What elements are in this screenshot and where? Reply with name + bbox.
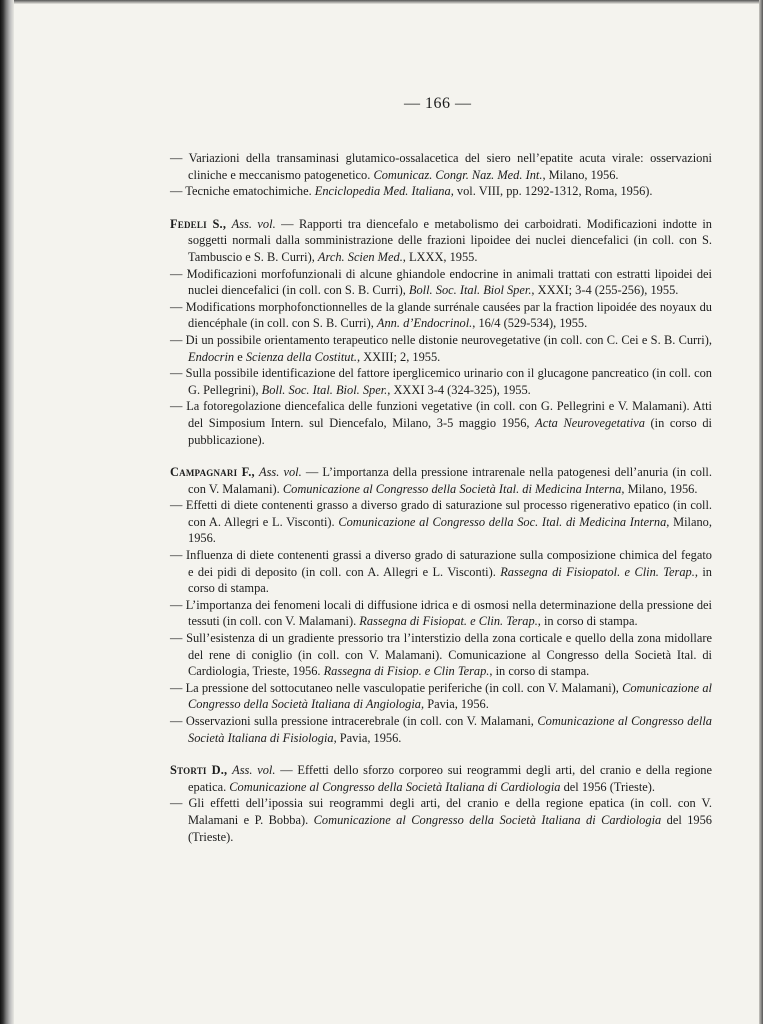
entry-role: Ass. vol.: [231, 216, 276, 231]
entry-text: , XXXI 3-4 (324-325), 1955.: [387, 382, 531, 397]
entry-publication: Comunicazione al Congresso della Società Italiana di Cardiologia: [229, 779, 561, 794]
entry-publication: Comunicazione al Congresso della Soc. Ital. di Medicina Interna,: [338, 514, 670, 529]
bibliography-entry: [170, 183, 712, 200]
entry-dash: —: [170, 399, 187, 414]
entry-role: Ass. vol.: [259, 465, 302, 480]
bibliography-section: [170, 150, 712, 200]
entry-text: Tecniche ematochimiche.: [185, 184, 315, 199]
scan-edge-right: [759, 0, 763, 1024]
entry-role: Ass. vol.: [232, 763, 276, 778]
entry-publication: Enciclopedia Med. Italiana,: [314, 184, 454, 199]
entry-text: Sull’esistenza di un gradiente pressorio tra l’interstizio della zona corticale e quello della zona midollare del rene di coniglio (in coll. con V. Malamani). Comunicazione al Congresso della Società Ital. di Cardiologia, Trieste, 1956.: [186, 631, 712, 679]
entry-text: , XXIII; 2, 1955.: [357, 349, 441, 364]
entry-dash: —: [170, 498, 186, 513]
bibliography-entry: [170, 713, 712, 746]
entry-text: Pavia, 1956.: [424, 697, 489, 712]
entry-dash: —: [170, 597, 186, 612]
entry-text: (in corso di pubblicazione).: [188, 415, 712, 447]
entry-text: La pressione del sottocutaneo nelle vasculopatie periferiche (in coll. con V. Malamani),: [185, 680, 623, 695]
page-number: — 166 —: [404, 95, 472, 112]
entry-author: Storti D.,: [170, 763, 228, 778]
entry-text: Influenza di diete contenenti grassi a diverso grado di saturazione sulla composizione chimica del fegato e dei pidi di deposito (in coll. con A. Allegri e L. Visconti).: [186, 548, 712, 579]
entry-author: Campagnari F.,: [170, 465, 255, 480]
entry-dash: —: [170, 714, 186, 728]
entry-dash: —: [170, 266, 187, 281]
entry-text: Osservazioni sulla pressione intracerebrale (in coll. con V. Malamani,: [185, 714, 538, 728]
entry-author: Fedeli S.,: [170, 216, 227, 231]
entry-text: , LXXX, 1955.: [402, 249, 478, 264]
entry-text: Rapporti tra diencefalo e metabolismo dei carboidrati. Modificazioni indotte in soggetti normali dalla somministrazione delle frazioni lipoidee dei nuclei diencefalici (in coll. con S. Tambuscio e S. B. Curri),: [188, 216, 713, 264]
entry-text: Gli effetti dell’ipossia sui reogrammi degli arti, del cranio e della regione epatica (in coll. con V. Malamani e P. Bobba).: [188, 796, 712, 827]
bibliography-entry: [170, 630, 712, 680]
entry-publication: Rassegna di Fisiop. e Clin Terap.: [323, 664, 490, 679]
entry-text: , XXXI; 3-4 (255-256), 1955.: [531, 283, 679, 298]
entry-publication: Boll. Soc. Ital. Biol. Sper.: [261, 382, 388, 397]
bibliography-entry: [170, 266, 712, 299]
entry-publication: Comunicazione al Congresso della Società Italiana di Cardiologia: [313, 812, 662, 827]
scan-edge-left: [0, 0, 14, 1024]
bibliography-entry: [170, 795, 712, 845]
entry-text: , 16/4 (529-534), 1955.: [472, 316, 588, 331]
bibliography-entry: [170, 216, 712, 266]
entry-text: Variazioni della transaminasi glutamico-ossalacetica del siero nell’epatite acuta virale: osservazioni cliniche e meccanismo patogenetico.: [188, 151, 712, 182]
bibliography-entry: [170, 762, 712, 795]
bibliography-entry: [170, 547, 712, 597]
entry-publication: Arch. Scien Med.: [317, 249, 403, 264]
entry-text: , in corso di stampa.: [489, 664, 590, 679]
bibliography-section: [170, 216, 712, 448]
entry-dash: —: [170, 184, 186, 199]
entry-text: del 1956 (Trieste).: [560, 779, 656, 794]
entry-text: del 1956 (Trieste).: [188, 812, 712, 844]
entry-text: Effetti dello sforzo corporeo sui reogrammi degli arti, del cranio e della regione epatica.: [188, 763, 712, 794]
entry-dash: —: [301, 465, 323, 480]
entry-dash: —: [170, 548, 187, 563]
entry-text: Milano, 1956.: [624, 481, 698, 496]
entry-publication: Ann. d’Endocrinol.: [376, 316, 473, 331]
entry-dash: —: [170, 796, 189, 811]
entry-publication: Scienza della Costitut.: [245, 349, 357, 364]
entry-publication: Comunicaz. Congr. Naz. Med. Int.: [373, 167, 543, 182]
entry-dash: —: [275, 216, 300, 231]
entry-publication: Comunicazione al Congresso della Società Italiana di Angiologia,: [188, 680, 712, 712]
entry-text: Pavia, 1956.: [336, 730, 402, 745]
bibliography-section: [170, 762, 712, 845]
entry-text: , in corso di stampa.: [537, 614, 638, 629]
entry-text: Di un possibile orientamento terapeutico nelle distonie neurovegetative (in coll. con C. Cei e S. B. Curri),: [185, 332, 712, 347]
bibliography-entry: [170, 497, 712, 547]
entry-publication: Acta Neurovegetativa: [535, 415, 645, 430]
entry-publication: Comunicazione al Congresso della Società Italiana di Fisiologia,: [188, 714, 712, 745]
entry-publication: Boll. Soc. Ital. Biol Sper.: [408, 283, 532, 298]
bibliography-entry: [170, 365, 712, 398]
entry-text: , Milano, 1956.: [542, 167, 619, 182]
bibliography-entry: [170, 398, 712, 448]
entry-text: Modifications morphofonctionnelles de la glande surrénale causées par la fraction lipoidée des noyaux du diencéphale (in coll. con S. B. Curri),: [185, 299, 712, 331]
entry-dash: —: [170, 151, 189, 165]
entry-dash: —: [170, 299, 186, 314]
entry-text: L’importanza dei fenomeni locali di diffusione idrica e di osmosi nella determinazione della pressione dei tessuti (in coll. con V. Malamani).: [185, 597, 712, 629]
entry-text: Sulla possibile identificazione del fattore iperglicemico urinario con il glucagone pancreatico (in coll. con G. Pellegrini),: [185, 366, 712, 397]
bibliography-entry: [170, 597, 712, 630]
entry-publication: Endocrin: [188, 349, 235, 364]
scan-edge-top: [0, 0, 763, 4]
entry-text: e: [234, 349, 246, 364]
bibliography-list: [170, 150, 712, 845]
entry-publication: Comunicazione al Congresso della Società Ital. di Medicina Interna,: [282, 481, 625, 496]
bibliography-entry: [170, 680, 712, 713]
entry-text: , in corso di stampa.: [188, 564, 712, 596]
entry-dash: —: [275, 763, 298, 778]
entry-dash: —: [170, 631, 187, 646]
entry-publication: Rassegna di Fisiopat. e Clin. Terap.: [359, 614, 538, 629]
entry-dash: —: [170, 366, 186, 381]
entry-dash: —: [170, 332, 186, 347]
entry-text: Effetti di diete contenenti grasso a diverso grado di saturazione sul processo rigenerativo epatico (in coll. con A. Allegri e L. Visconti).: [185, 498, 712, 529]
entry-text: La fotoregolazione diencefalica delle funzioni vegetative (in coll. con G. Pellegrini e V. Malamani). Atti del Simposium Intern. sul Diencefalo, Milano, 3-5 maggio 1956,: [186, 399, 712, 430]
entry-dash: —: [170, 680, 186, 695]
entry-text: Milano, 1956.: [188, 514, 712, 546]
entry-text: L’importanza della pressione intrarenale nella patogenesi dell’anuria (in coll. con V. Malamani).: [188, 465, 712, 496]
bibliography-section: [170, 464, 712, 746]
entry-text: vol. VIII, pp. 1292-1312, Roma, 1956).: [453, 184, 653, 199]
bibliography-entry: [170, 464, 712, 497]
bibliography-entry: [170, 150, 712, 183]
bibliography-entry: [170, 332, 712, 365]
entry-text: Modificazioni morfofunzionali di alcune ghiandole endocrine in animali trattati con estratti lipoidei dei nuclei diencefalici (in coll. con S. B. Curri),: [186, 266, 713, 298]
bibliography-entry: [170, 299, 712, 332]
entry-publication: Rassegna di Fisiopatol. e Clin. Terap.: [500, 564, 695, 579]
